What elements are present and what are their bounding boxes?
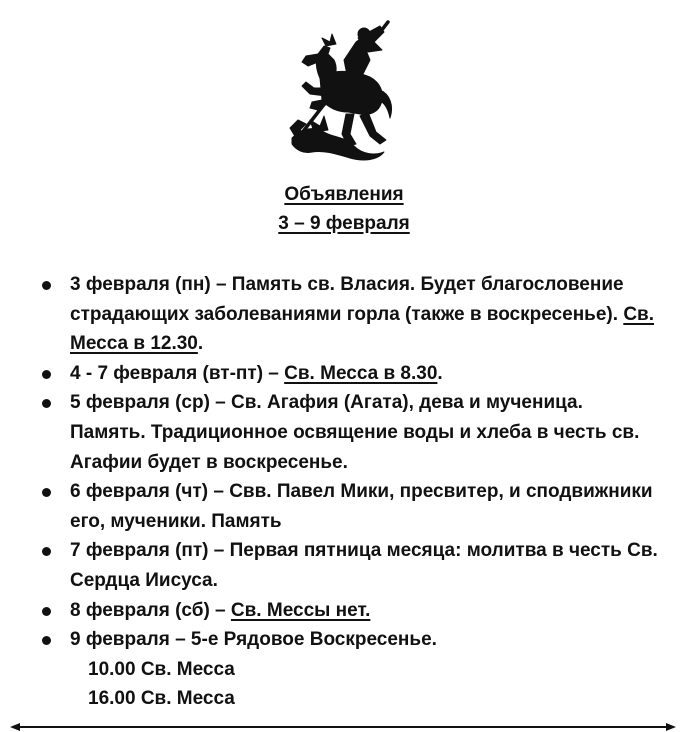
item-text: 3 февраля (пн) – Память св. Власия. Будет благословение страдающих заболеваниями горла (также в воскресенье). — [70, 274, 624, 325]
bullet-icon — [42, 547, 51, 556]
saint-george-dragon-icon — [284, 16, 398, 162]
item-highlight: Св. Мессы нет. — [230, 599, 371, 621]
mass-time: 10.00 Св. Месса — [88, 658, 235, 680]
announcement-header — [0, 180, 688, 238]
item-highlight: Св. Месса в 8.30 — [284, 362, 438, 384]
list-item — [40, 270, 660, 359]
item-text: 9 февраля – 5-е Рядовое Воскресенье. — [70, 629, 437, 651]
item-text: 7 февраля (пт) – Первая пятница месяца: молитва в честь Св. Сердца Иисуса. — [70, 540, 658, 591]
bullet-icon — [42, 399, 51, 408]
list-item — [40, 536, 660, 595]
bullet-icon — [42, 488, 51, 497]
list-item — [40, 359, 660, 389]
list-item — [40, 625, 660, 714]
item-suffix: . — [197, 333, 204, 355]
list-item — [40, 596, 660, 626]
date-range: 3 – 9 февраля — [278, 213, 410, 234]
item-highlight: Св. Месса в 12.30 — [70, 303, 654, 355]
bullet-icon — [42, 607, 51, 616]
announcement-list — [40, 270, 660, 714]
list-item — [40, 388, 660, 477]
bullet-icon — [42, 636, 51, 645]
page-title: Объявления — [284, 184, 404, 205]
bullet-icon — [42, 370, 51, 379]
mass-time: 16.00 Св. Месса — [88, 688, 235, 710]
item-text: 6 февраля (чт) – Свв. Павел Мики, пресвитер, и сподвижники его, мученики. Память — [70, 481, 653, 532]
list-item — [40, 477, 660, 536]
bullet-icon — [42, 281, 51, 290]
item-text: 5 февраля (ср) – Св. Агафия (Агата), дева и мученица. Память. Традиционное освящение воды и хлеба в честь св. Агафии будет в воскресенье. — [70, 392, 640, 473]
item-suffix: . — [437, 362, 443, 384]
item-text: 4 - 7 февраля (вт-пт) – — [70, 362, 285, 384]
item-text: 8 февраля (сб) – — [70, 599, 231, 621]
